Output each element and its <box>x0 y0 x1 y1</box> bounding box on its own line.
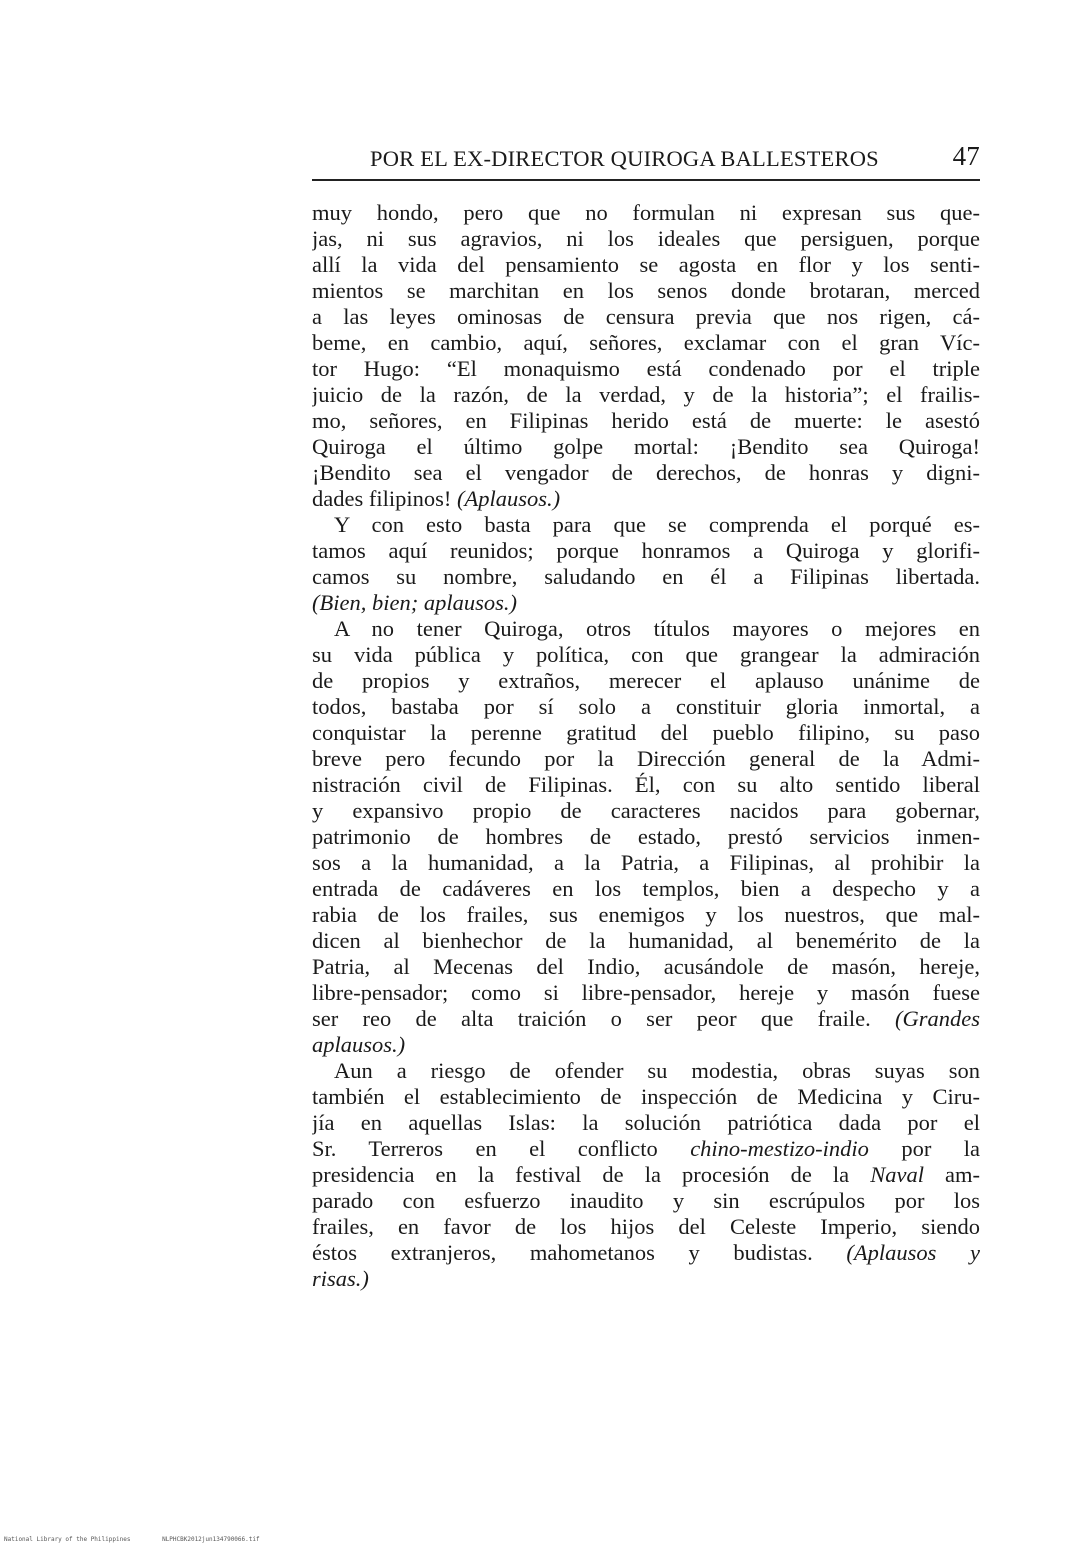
text-line: todos, bastaba por sí solo a constituir gloria inmortal, a <box>312 694 980 719</box>
text-line: nistración civil de Filipinas. Él, con su alto sentido liberal <box>312 772 980 797</box>
text-line: tamos aquí reunidos; porque honramos a Quiroga y glorifi- <box>312 538 980 563</box>
text-line: Sr. Terreros en el conflicto chino-mestizo-indio por la <box>312 1136 980 1161</box>
text-line: Aun a riesgo de ofender su modestia, obras suyas son <box>334 1058 980 1083</box>
paragraph <box>312 200 980 512</box>
text-line: presidencia en la festival de la procesión de la Naval am- <box>312 1162 980 1187</box>
text-line: ser reo de alta traición o ser peor que fraile. (Grandes <box>312 1006 980 1031</box>
text-line: ¡Bendito sea el vengador de derechos, de honras y digni- <box>312 460 980 485</box>
text-line: éstos extranjeros, mahometanos y budistas. (Aplausos y <box>312 1240 980 1265</box>
text-line: dades filipinos! (Aplausos.) <box>312 486 561 511</box>
running-header <box>312 143 980 181</box>
text-line: juicio de la razón, de la verdad, y de la historia”; el frailis- <box>312 382 980 407</box>
paragraph <box>312 512 980 616</box>
page-number: 47 <box>952 141 980 171</box>
text-line: Quiroga el último golpe mortal: ¡Bendito sea Quiroga! <box>312 434 980 459</box>
body-text <box>312 200 980 1292</box>
text-line: jas, ni sus agravios, ni los ideales que persiguen, porque <box>312 226 980 251</box>
text-line: A no tener Quiroga, otros títulos mayores o mejores en <box>334 616 980 641</box>
text-line: a las leyes ominosas de censura previa que nos rigen, cá- <box>312 304 980 329</box>
text-line: patrimonio de hombres de estado, prestó servicios inmen- <box>312 824 980 849</box>
text-line: y expansivo propio de caracteres nacidos para gobernar, <box>312 798 980 823</box>
paragraph <box>312 616 980 1058</box>
text-line: (Bien, bien; aplausos.) <box>312 590 517 615</box>
text-line: su vida pública y política, con que grangear la admiración <box>312 642 980 667</box>
scan-footer <box>4 1536 288 1543</box>
text-line: frailes, en favor de los hijos del Celeste Imperio, siendo <box>312 1214 980 1239</box>
text-line: jía en aquellas Islas: la solución patriótica dada por el <box>312 1110 980 1135</box>
text-line: parado con esfuerzo inaudito y sin escrúpulos por los <box>312 1188 980 1213</box>
text-line: camos su nombre, saludando en él a Filipinas libertada. <box>312 564 980 589</box>
paragraph <box>312 1058 980 1292</box>
text-line: aplausos.) <box>312 1032 406 1057</box>
text-line: conquistar la perenne gratitud del pueblo filipino, su paso <box>312 720 980 745</box>
text-line: tor Hugo: “El monaquismo está condenado por el triple <box>312 356 980 381</box>
text-line: breve pero fecundo por la Dirección general de la Admi- <box>312 746 980 771</box>
text-line: entrada de cadáveres en los templos, bien a despecho y a <box>312 876 980 901</box>
text-line: de propios y extraños, merecer el aplauso unánime de <box>312 668 980 693</box>
text-line: rabia de los frailes, sus enemigos y los nuestros, que mal- <box>312 902 980 927</box>
text-line: también el establecimiento de inspección de Medicina y Ciru- <box>312 1084 980 1109</box>
text-line: Patria, al Mecenas del Indio, acusándole de masón, hereje, <box>312 954 980 979</box>
text-line: libre-pensador; como si libre-pensador, hereje y masón fuese <box>312 980 980 1005</box>
text-line: Y con esto basta para que se comprenda el porqué es- <box>334 512 980 537</box>
text-line: allí la vida del pensamiento se agosta en flor y los senti- <box>312 252 980 277</box>
text-line: risas.) <box>312 1266 369 1291</box>
library-stamp: National Library of the Philippines <box>4 1536 131 1543</box>
text-line: dicen al bienhechor de la humanidad, al benemérito de la <box>312 928 980 953</box>
text-line: sos a la humanidad, a la Patria, a Filipinas, al prohibir la <box>312 850 980 875</box>
running-title: POR EL EX-DIRECTOR QUIROGA BALLESTEROS <box>370 146 879 171</box>
text-line: mientos se marchitan en los senos donde brotaran, merced <box>312 278 980 303</box>
text-line: mo, señores, en Filipinas herido está de muerte: le asestó <box>312 408 980 433</box>
text-line: beme, en cambio, aquí, señores, exclamar con el gran Víc- <box>312 330 980 355</box>
scan-id: NLPHCBK2012jun134790066.tif <box>162 1536 260 1543</box>
text-line: muy hondo, pero que no formulan ni expresan sus que- <box>312 200 980 225</box>
